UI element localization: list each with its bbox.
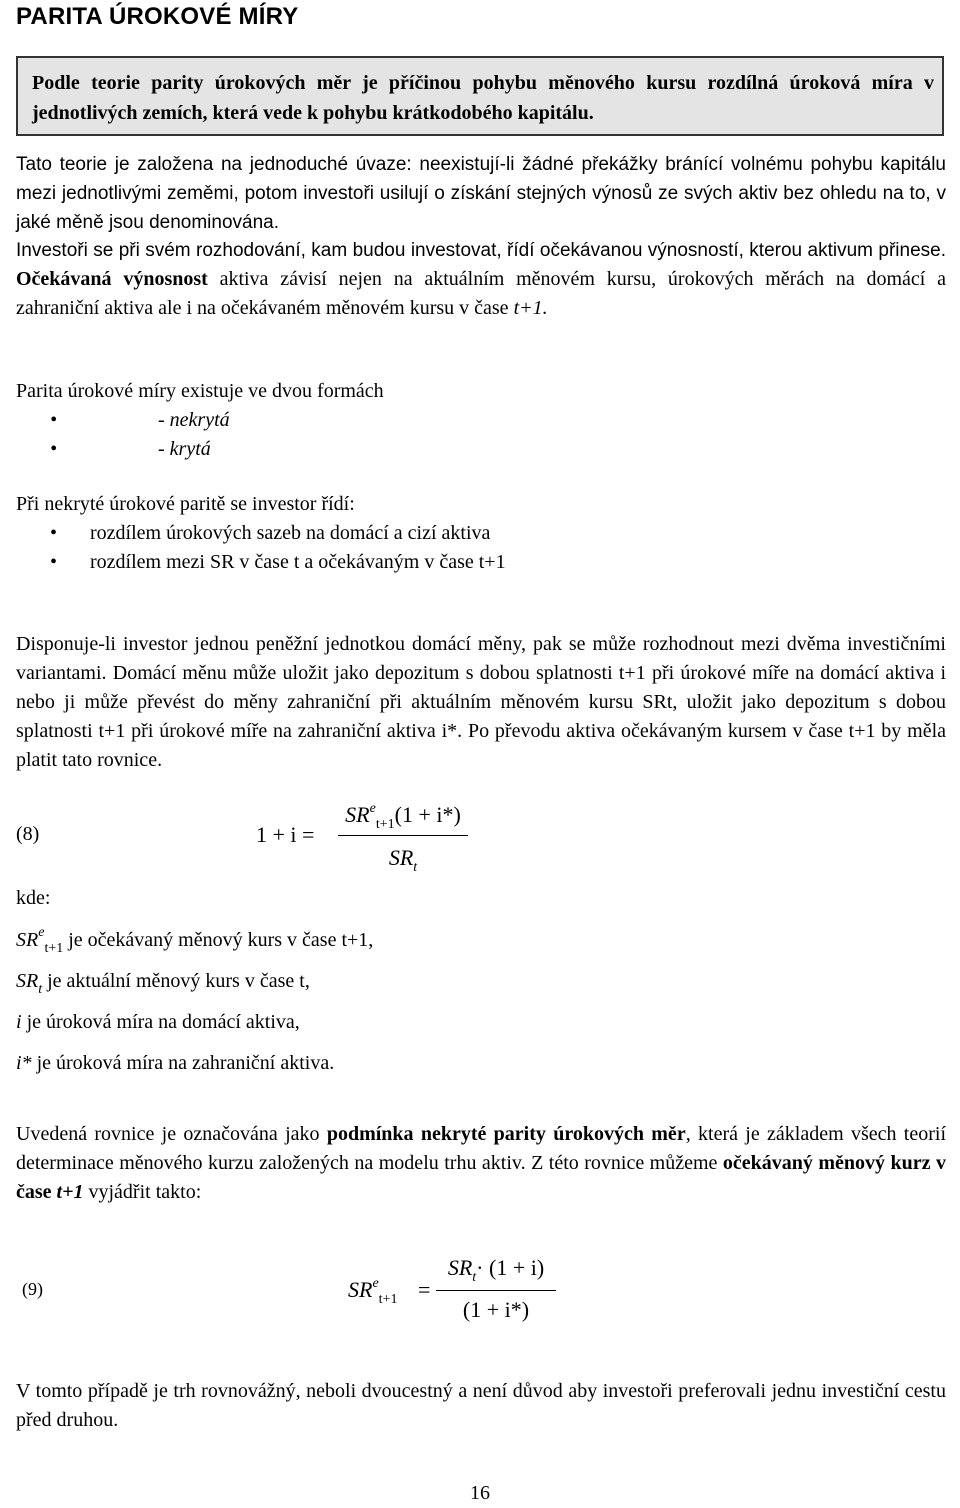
superscript: e bbox=[369, 801, 376, 816]
equation-lhs bbox=[348, 1275, 397, 1308]
italic-term: t+1. bbox=[513, 297, 548, 319]
uncovered-list bbox=[16, 519, 946, 577]
paragraph-text: V tomto případě je trh rovnovážný, neboli dvoucestný a není důvod aby investoři preferovali jednu investiční cestu před druhou. bbox=[16, 1380, 946, 1431]
list-item: • rozdílem úrokových sazeb na domácí a cizí aktiva bbox=[16, 519, 946, 548]
numerator-rest: · (1 + i) bbox=[476, 1255, 545, 1280]
def-symbol: SR bbox=[16, 970, 39, 992]
symbol-sr: SR bbox=[447, 1255, 473, 1280]
equals-sign: = bbox=[418, 1277, 431, 1302]
def-text: je úroková míra na zahraniční aktiva. bbox=[31, 1052, 335, 1074]
equation-numerator bbox=[338, 800, 468, 833]
forms-section bbox=[16, 377, 946, 464]
paragraph-investment bbox=[16, 630, 946, 775]
def-symbol: i* bbox=[16, 1052, 32, 1074]
def-symbol: i bbox=[16, 1011, 22, 1033]
equation-number: (9) bbox=[22, 1279, 43, 1299]
text-run: vyjádřit takto: bbox=[83, 1181, 202, 1203]
forms-intro: Parita úrokové míry existuje ve dvou formách bbox=[16, 380, 384, 402]
equation-lhs: 1 + i = bbox=[256, 822, 315, 847]
paragraph-investors bbox=[16, 236, 946, 323]
definitions-list bbox=[16, 926, 946, 1090]
bold-term: Očekávaná výnosnost bbox=[16, 268, 208, 290]
paragraph-theory bbox=[16, 150, 946, 237]
fraction-line bbox=[338, 835, 468, 836]
where-text: kde: bbox=[16, 887, 51, 909]
text-run: Uvedená rovnice je označována jako bbox=[16, 1123, 327, 1145]
list-item: • - krytá bbox=[16, 435, 946, 464]
page-title: PARITA ÚROKOVÉ MÍRY bbox=[16, 3, 299, 30]
paragraph-conclusion bbox=[16, 1377, 946, 1435]
subscript: t+1 bbox=[375, 817, 395, 832]
symbol-sr: SR bbox=[388, 845, 414, 870]
definition-item bbox=[16, 1008, 946, 1049]
definition-item bbox=[16, 967, 946, 1008]
list-item: • - nekrytá bbox=[16, 406, 946, 435]
paragraph-condition bbox=[16, 1120, 946, 1207]
def-text: je očekávaný měnový kurs v čase t+1, bbox=[63, 929, 374, 951]
bold-italic-term: t+1 bbox=[56, 1181, 84, 1203]
uncovered-section bbox=[16, 490, 946, 577]
definition-item bbox=[16, 926, 946, 967]
paragraph-text bbox=[16, 1120, 946, 1207]
numerator-rest: (1 + i*) bbox=[394, 802, 461, 827]
fraction-line bbox=[436, 1290, 556, 1291]
subscript: t+1 bbox=[44, 941, 64, 956]
text-run: Investoři se při svém rozhodování, kam budou investovat, řídí očekávanou výnosností, kterou aktivum přinese. bbox=[16, 240, 946, 261]
bold-term: podmínka nekryté parity úrokových měr bbox=[326, 1123, 686, 1145]
definition-item bbox=[16, 1049, 946, 1090]
forms-list bbox=[16, 406, 946, 464]
superscript: e bbox=[372, 1276, 379, 1291]
subscript: t+1 bbox=[378, 1292, 398, 1307]
def-text: je aktuální měnový kurs v čase t, bbox=[42, 970, 310, 992]
equation-denominator bbox=[338, 843, 468, 876]
list-item: • rozdílem mezi SR v čase t a očekávaným v čase t+1 bbox=[16, 548, 946, 577]
superscript: e bbox=[38, 925, 45, 940]
paragraph-text: Tato teorie je založena na jednoduché úvaze: neexistují-li žádné překážky bránící volnému pohybu kapitálu mezi jednotlivými zeměmi, potom investoři usilují o získání stejných výnosů ze svých aktiv bez ohledu na to, v jaké měně jsou denominována. bbox=[16, 154, 946, 233]
equation-numerator bbox=[436, 1253, 556, 1286]
equation-denominator: (1 + i*) bbox=[462, 1297, 530, 1322]
bold-term: očekávaný měnový kurz v čase bbox=[16, 1152, 946, 1203]
page-number: 16 bbox=[470, 1482, 490, 1504]
symbol-sr: SR bbox=[345, 802, 370, 827]
subscript: t bbox=[472, 1270, 477, 1285]
def-text: je úroková míra na domácí aktiva, bbox=[21, 1011, 300, 1033]
equation-number: (8) bbox=[16, 823, 40, 845]
paragraph-text bbox=[16, 236, 946, 323]
text-run: , která je základem všech teorií determinace měnového kurzu založených na modelu trhu aktiv. Z této rovnice můžeme bbox=[16, 1123, 947, 1174]
summary-box: Podle teorie parity úrokových měr je příčinou pohybu měnového kursu rozdílná úroková míra v jednotlivých zemích, která vede k pohybu krátkodobého kapitálu. bbox=[16, 56, 944, 136]
def-symbol: SR bbox=[16, 929, 39, 951]
where-label bbox=[16, 884, 946, 913]
paragraph-text: Disponuje-li investor jednou peněžní jednotkou domácí měny, pak se může rozhodnout mezi dvěma investičními variantami. Domácí měnu může uložit jako depozitum s dobou splatnosti t+1 při úrokové míře na domácí aktiva i nebo ji může převést do měny zahraniční při aktuálním měnovém kursu SRt, uložit jako depozitum s dobou splatnosti t+1 při úrokové míře na zahraniční aktiva i*. Po převodu aktiva očekávaným kursem v čase t+1 by měla platit tato rovnice. bbox=[16, 633, 946, 771]
subscript: t bbox=[38, 982, 43, 997]
uncovered-intro: Při nekryté úrokové paritě se investor řídí: bbox=[16, 493, 355, 515]
symbol-sr: SR bbox=[348, 1277, 373, 1302]
subscript: t bbox=[413, 860, 418, 875]
text-run: aktiva závisí nejen na aktuálním měnovém kursu, úrokových měrách na domácí a zahraniční aktiva ale i na očekávaném měnovém kursu v čase bbox=[16, 268, 946, 319]
